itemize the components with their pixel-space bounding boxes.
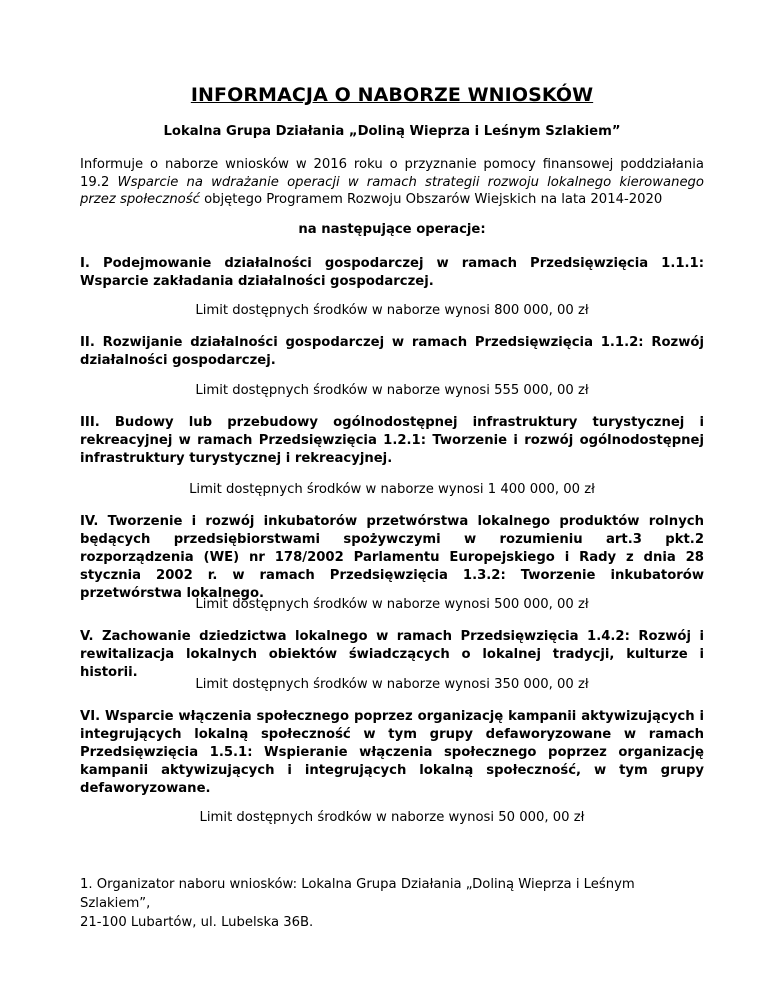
operations-header: na następujące operacje: [298, 222, 486, 237]
intro-text-italic: Wsparcie na wdrażanie operacji w ramach strategii rozwoju lokalnego kierowanego przez społeczność [80, 174, 704, 207]
footer-line-2: 21-100 Lubartów, ul. Lubelska 36B. [80, 915, 314, 930]
intro-text-part1: Informuje o naborze wniosków w 2016 roku o przyznanie pomocy finansowej poddziałania 19.2 [80, 157, 704, 190]
operation-5: V. Zachowanie dziedzictwa lokalnego w ramach Przedsięwzięcia 1.4.2: Rozwój i rewitalizacja lokalnych obiektów świadczących o lokalnej tradycji, kulturze i historii. [80, 629, 704, 680]
operation-2-limit: Limit dostępnych środków w naborze wynosi 555 000, 00 zł [195, 383, 589, 398]
operation-3: III. Budowy lub przebudowy ogólnodostępnej infrastruktury turystycznej i rekreacyjnej w ramach Przedsięwzięcia 1.2.1: Tworzenie i rozwój ogólnodostępnej infrastruktury turystycznej i rekreacyjnej. [80, 415, 704, 466]
footer-organizer [80, 875, 704, 932]
operation-6-limit: Limit dostępnych środków w naborze wynosi 50 000, 00 zł [199, 810, 585, 825]
operation-2: II. Rozwijanie działalności gospodarczej w ramach Przedsięwzięcia 1.1.2: Rozwój działalności gospodarczej. [80, 335, 704, 368]
intro-text-part2: objętego Programem Rozwoju Obszarów Wiejskich na lata 2014-2020 [204, 192, 663, 207]
operation-1-limit: Limit dostępnych środków w naborze wynosi 800 000, 00 zł [195, 303, 589, 318]
operation-3-limit: Limit dostępnych środków w naborze wynosi 1 400 000, 00 zł [189, 482, 595, 497]
operation-4-limit: Limit dostępnych środków w naborze wynosi 500 000, 00 zł [195, 597, 589, 612]
document-subtitle: Lokalna Grupa Działania „Doliną Wieprza i Leśnym Szlakiem” [163, 124, 621, 139]
operation-6: VI. Wsparcie włączenia społecznego poprzez organizację kampanii aktywizujących i integrujących lokalną społeczność w tym grupy defaworyzowane w ramach Przedsięwzięcia 1.5.1: Wspieranie włączenia społecznego poprzez organizację kampanii aktywizujących i integrujących lokalną społeczność, w tym grupy defaworyzowane. [80, 709, 704, 796]
operation-5-limit: Limit dostępnych środków w naborze wynosi 350 000, 00 zł [195, 677, 589, 692]
operation-1: I. Podejmowanie działalności gospodarczej w ramach Przedsięwzięcia 1.1.1: Wsparcie zakładania działalności gospodarczej. [80, 256, 704, 289]
footer-line-1: 1. Organizator naboru wniosków: Lokalna Grupa Działania „Doliną Wieprza i Leśnym Szlakiem”, [80, 877, 635, 911]
operation-4: IV. Tworzenie i rozwój inkubatorów przetwórstwa lokalnego produktów rolnych będących przedsiębiorstwami spożywczymi w rozumieniu art.3 pkt.2 rozporządzenia (WE) nr 178/2002 Parlamentu Europejskiego i Rady z dnia 28 stycznia 2002 r. w ramach Przedsięwzięcia 1.3.2: Tworzenie inkubatorów przetwórstwa lokalnego. [80, 514, 704, 601]
intro-paragraph [80, 156, 704, 209]
document-title: INFORMACJA O NABORZE WNIOSKÓW [190, 84, 594, 106]
